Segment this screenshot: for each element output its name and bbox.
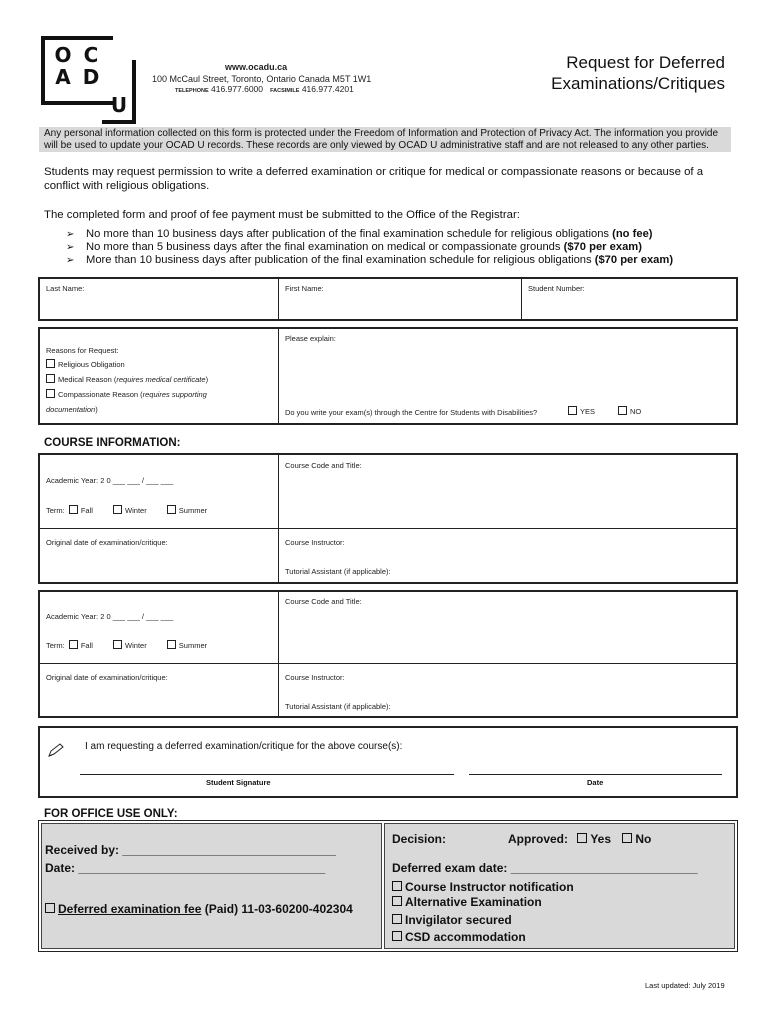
csd-no-option[interactable]: NO [618,406,641,416]
approved-row [508,832,651,846]
checkbox-icon[interactable] [618,406,627,415]
first-name-field[interactable]: First Name: [285,284,324,293]
checkbox-icon[interactable] [392,931,402,941]
office-date-field[interactable]: Date: _____________________________________ [45,861,326,875]
deferred-date-field[interactable]: Deferred exam date: ____________________________ [392,861,698,875]
tutorial-field[interactable]: Tutorial Assistant (if applicable): [285,567,391,576]
deadline-item: ➢ More than 10 business days after publication of the final examination schedule for religious obligations ($70 per exam) [62,254,742,267]
pen-icon [47,742,65,758]
last-name-field[interactable]: Last Name: [46,284,85,293]
checklist-item[interactable]: Invigilator secured [392,913,512,927]
checkbox-icon[interactable] [46,359,55,368]
divider [39,663,279,664]
checkbox-icon[interactable] [46,374,55,383]
winter-checkbox[interactable] [113,505,122,514]
approved-label: Approved: [508,832,568,846]
summer-checkbox[interactable] [167,505,176,514]
checklist-item[interactable]: Course Instructor notification [392,880,574,894]
student-info-box [38,277,738,321]
course-box-2 [38,590,738,718]
winter-checkbox[interactable] [113,640,122,649]
summer-checkbox[interactable] [167,640,176,649]
phone-line [175,84,354,94]
checkbox-icon[interactable] [392,896,402,906]
checklist-item[interactable]: CSD accommodation [392,930,526,944]
website: www.ocadu.ca [225,62,288,72]
yes-label: Yes [590,832,612,846]
course-info-title: COURSE INFORMATION: [44,437,181,449]
facsimile: 416.977.4201 [301,84,354,94]
term-label: Term: [46,506,65,515]
fall-label: Fall [80,506,93,515]
signature-box [38,726,738,798]
fee-label: Deferred examination fee [58,902,202,916]
signature-line[interactable] [80,774,454,775]
original-date-field[interactable]: Original date of examination/critique: [46,538,168,547]
academic-year-field[interactable]: Academic Year: 2 0 ___ ___ / ___ ___ [46,612,174,621]
csd-question: Do you write your exam(s) through the Centre for Students with Disabilities? [285,408,538,417]
term-row [46,505,207,515]
logo-letter-c: C [83,43,99,67]
divider [278,663,737,664]
deadline-list [62,228,742,267]
academic-year-field[interactable]: Academic Year: 2 0 ___ ___ / ___ ___ [46,476,174,485]
instructor-field[interactable]: Course Instructor: [285,538,345,547]
office-left-panel [41,823,382,949]
fall-checkbox[interactable] [69,505,78,514]
divider [278,328,279,424]
checklist-item[interactable]: Alternative Examination [392,895,542,909]
checkbox-icon[interactable] [392,881,402,891]
checkbox-icon[interactable] [46,389,55,398]
original-date-field[interactable]: Original date of examination/critique: [46,673,168,682]
summer-label: Summer [178,641,208,650]
office-use-title: FOR OFFICE USE ONLY: [44,808,178,820]
divider [278,591,279,717]
deadline-item: ➢ No more than 5 business days after the final examination on medical or compassionate grounds ($70 per exam) [62,241,742,254]
student-number-field[interactable]: Student Number: [528,284,585,293]
telephone-label: TELEPHONE [175,88,209,94]
divider [278,278,279,320]
approved-yes-checkbox[interactable] [577,833,587,843]
term-label: Term: [46,641,65,650]
course-code-field[interactable]: Course Code and Title: [285,461,362,470]
deadline-item: ➢ No more than 10 business days after publication of the final examination schedule for religious obligations (no fee) [62,228,742,241]
telephone: 416.977.6000 [211,84,263,94]
intro-text: Students may request permission to write a deferred examination or critique for medical or compassionate reasons or because of a conflict with religious obligations. [44,166,704,192]
received-by-field[interactable]: Received by: ________________________________ [45,843,336,857]
summer-label: Summer [178,506,208,515]
divider [278,528,737,529]
checkbox-icon[interactable] [568,406,577,415]
last-updated: Last updated: July 2019 [645,981,725,990]
submit-text: The completed form and proof of fee payment must be submitted to the Office of the Registrar: [44,209,520,221]
divider [278,454,279,583]
page-title [551,52,725,94]
course-code-field[interactable]: Course Code and Title: [285,597,362,606]
privacy-notice: Any personal information collected on this form is protected under the Freedom of Information and Protection of Privacy Act. The information you provide will be used to update your OCAD U records. These records are only viewed by OCAD U administrative staff and are not released to any other parties. [39,127,731,152]
winter-label: Winter [125,641,147,650]
facsimile-label: FACSIMILE [270,88,300,94]
reasons-heading: Reasons for Request: [46,346,119,355]
no-label: No [635,832,652,846]
religious-option[interactable]: Religious Obligation [46,359,125,369]
request-statement: I am requesting a deferred examination/critique for the above course(s): [85,741,403,752]
compassionate-option[interactable]: Compassionate Reason (requires supporting [46,389,207,399]
divider [39,528,279,529]
fall-checkbox[interactable] [69,640,78,649]
documentation-text: documentation) [46,405,98,414]
date-label: Date [587,778,604,787]
fall-label: Fall [80,641,93,650]
term-row [46,640,207,650]
instructor-field[interactable]: Course Instructor: [285,673,345,682]
csd-yes-option[interactable]: YES [568,406,595,416]
logo-letter-o: O [54,43,72,67]
logo-letter-d: D [82,65,100,89]
divider [521,278,522,320]
logo-letter-a: A [55,65,71,89]
address: 100 McCaul Street, Toronto, Ontario Canada M5T 1W1 [152,74,372,84]
tutorial-field[interactable]: Tutorial Assistant (if applicable): [285,702,391,711]
approved-no-checkbox[interactable] [622,833,632,843]
checkbox-icon[interactable] [392,914,402,924]
logo-letter-u: U [110,93,128,117]
title-line-2: Examinations/Critiques [551,74,725,93]
medical-option[interactable]: Medical Reason (requires medical certificate) [46,374,208,384]
date-line[interactable] [469,774,722,775]
please-explain-field[interactable]: Please explain: [285,334,336,343]
decision-label: Decision: [392,832,447,846]
fee-row [45,902,353,916]
student-signature-label: Student Signature [206,778,271,787]
winter-label: Winter [125,506,147,515]
fee-checkbox[interactable] [45,903,55,913]
course-box-1 [38,453,738,584]
title-line-1: Request for Deferred [566,53,725,72]
fee-account: (Paid) 11-03-60200-402304 [201,902,353,916]
